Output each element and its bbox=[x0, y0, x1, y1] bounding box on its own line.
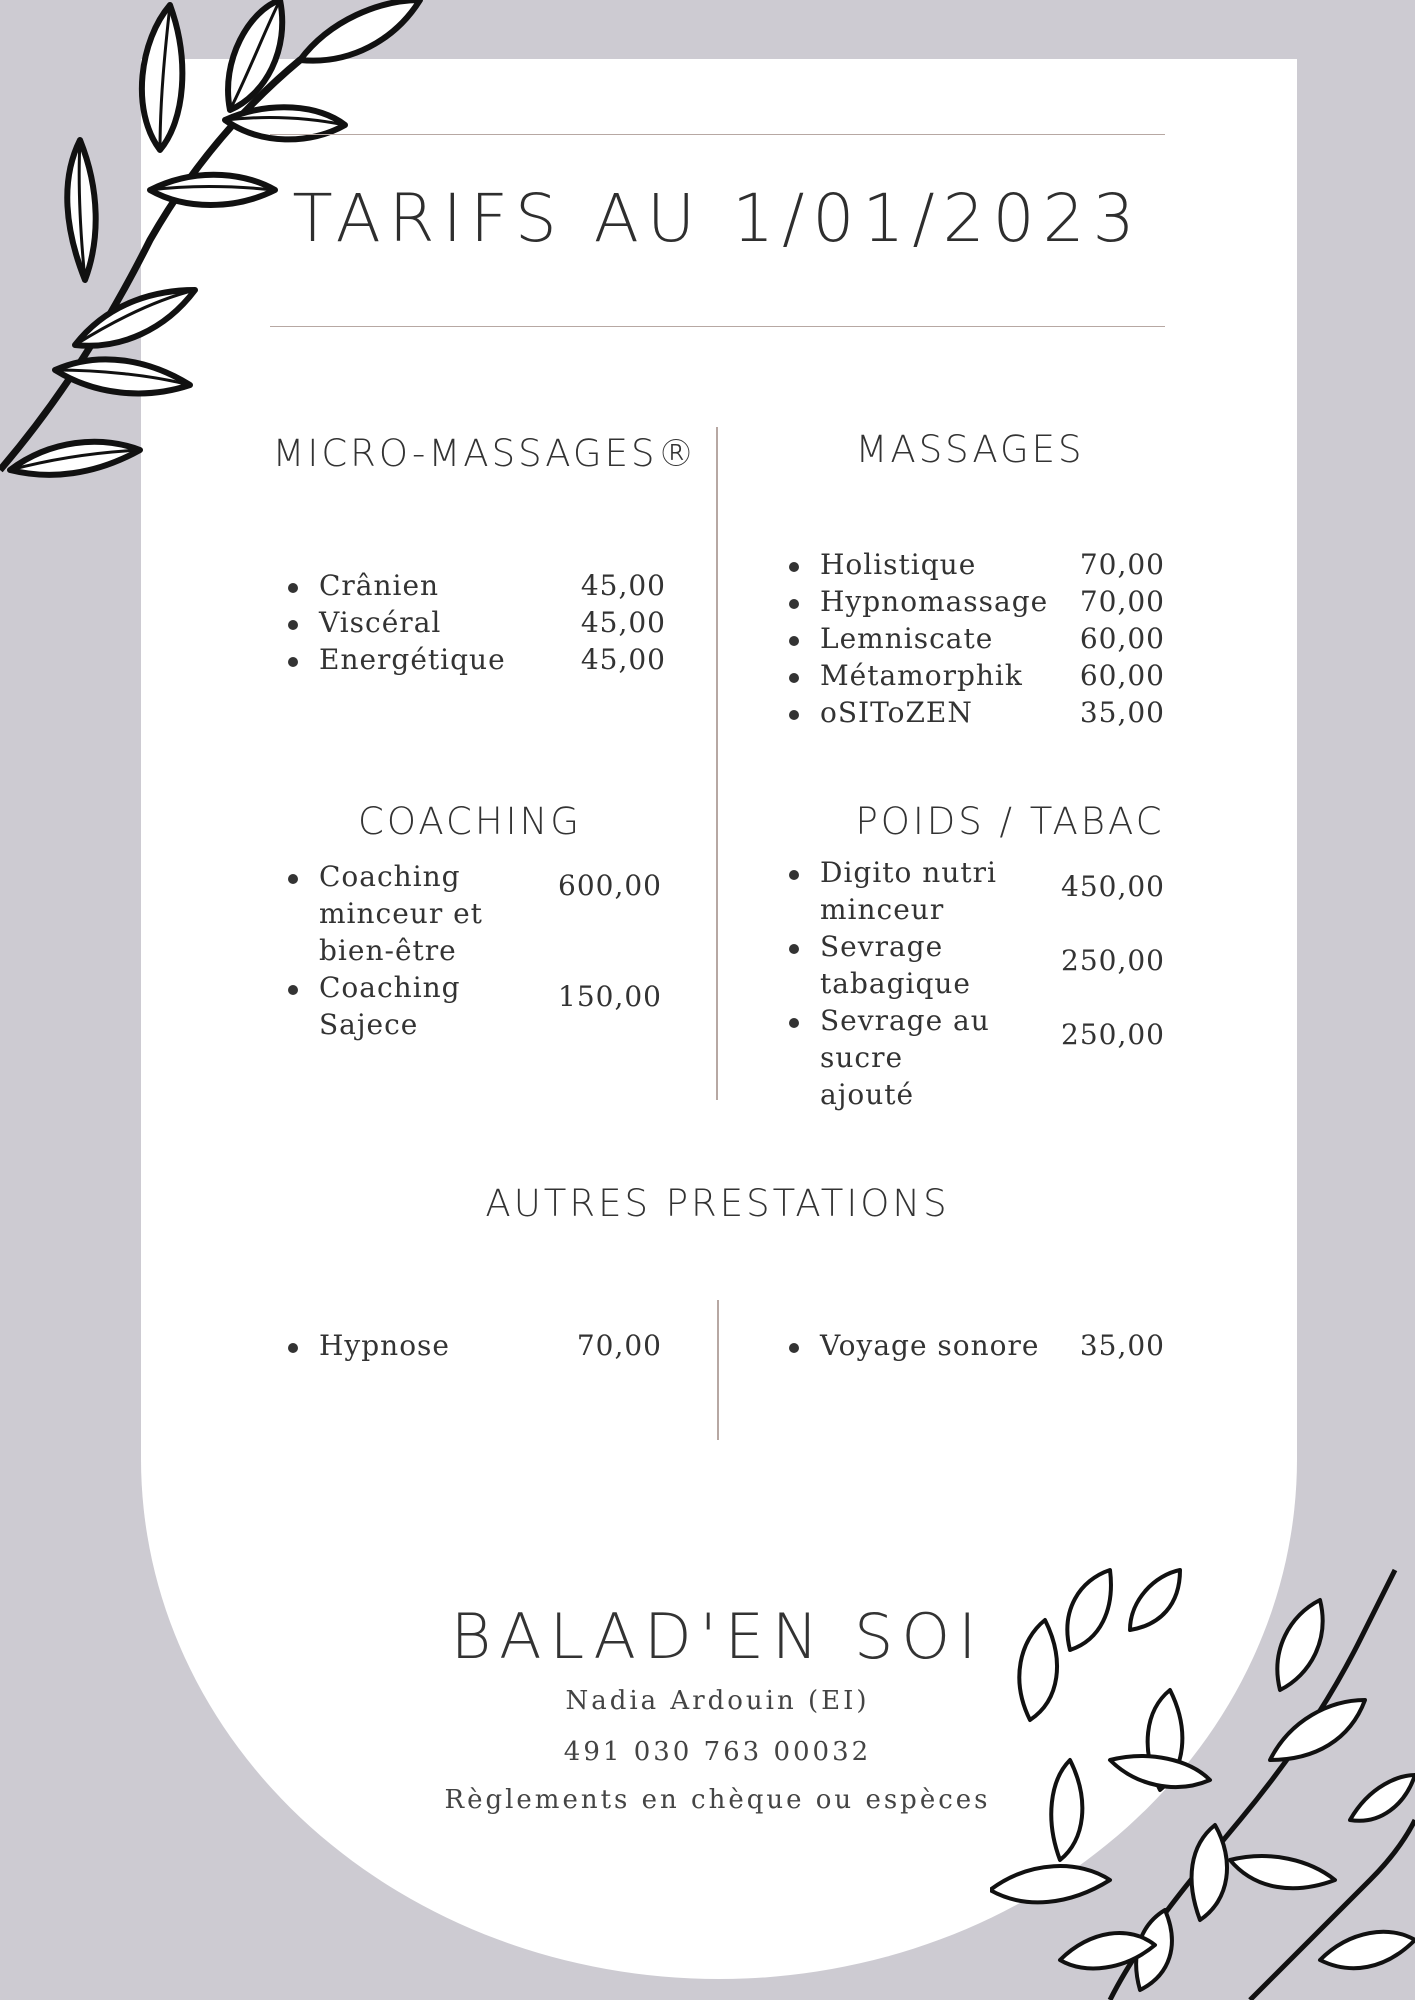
bullet-icon bbox=[288, 657, 298, 667]
list-item: Viscéral 45,00 bbox=[319, 604, 666, 641]
list-item: Hypnomassage 70,00 bbox=[820, 583, 1165, 620]
section-title-massages: MASSAGES bbox=[855, 428, 1085, 471]
list-item: Energétique 45,00 bbox=[319, 641, 666, 678]
bullet-icon bbox=[789, 1018, 799, 1028]
autres-list-left bbox=[319, 1327, 662, 1364]
section-title-poids-tabac: POIDS / TABAC bbox=[855, 800, 1165, 843]
list-item: Crânien 45,00 bbox=[319, 567, 666, 604]
brand-name: BALAD'EN SOI bbox=[450, 1600, 985, 1673]
bullet-icon bbox=[288, 1343, 298, 1353]
bullet-icon bbox=[288, 874, 298, 884]
list-item: Voyage sonore 35,00 bbox=[820, 1327, 1165, 1364]
bullet-icon bbox=[288, 985, 298, 995]
section-title-autres-prestations: AUTRES PRESTATIONS bbox=[485, 1182, 950, 1225]
section-title-micro-massages: MICRO-MASSAGES® bbox=[272, 432, 698, 475]
payment-info: Règlements en chèque ou espèces bbox=[444, 1785, 991, 1815]
siret-number: 491 030 763 00032 bbox=[563, 1737, 872, 1767]
list-item: Lemniscate 60,00 bbox=[820, 620, 1165, 657]
bullet-icon bbox=[789, 870, 799, 880]
list-item: Digito nutri minceur 450,00 bbox=[820, 854, 1165, 928]
autres-list-right bbox=[820, 1327, 1165, 1364]
list-item: Métamorphik 60,00 bbox=[820, 657, 1165, 694]
poids-tabac-list bbox=[820, 854, 1165, 1113]
page-title: TARIFS AU 1/01/2023 bbox=[292, 180, 1143, 257]
micro-massages-list bbox=[319, 567, 666, 678]
section-title-coaching: COACHING bbox=[358, 800, 582, 843]
title-rule-bottom bbox=[270, 326, 1165, 327]
bullet-icon bbox=[789, 673, 799, 683]
list-item: Coaching Sajece 150,00 bbox=[319, 969, 662, 1043]
leaf-branch-bottom-right-icon bbox=[990, 1560, 1415, 2000]
bullet-icon bbox=[789, 562, 799, 572]
bullet-icon bbox=[288, 583, 298, 593]
list-item: Sevrage tabagique 250,00 bbox=[820, 928, 1165, 1002]
column-divider-bottom bbox=[717, 1300, 719, 1440]
column-divider-top bbox=[716, 427, 718, 1100]
bullet-icon bbox=[789, 944, 799, 954]
list-item: Sevrage au sucre ajouté 250,00 bbox=[820, 1002, 1165, 1113]
bullet-icon bbox=[789, 636, 799, 646]
bullet-icon bbox=[789, 710, 799, 720]
list-item: oSIToZEN 35,00 bbox=[820, 694, 1165, 731]
bullet-icon bbox=[288, 620, 298, 630]
coaching-list bbox=[319, 858, 662, 1043]
bullet-icon bbox=[789, 599, 799, 609]
list-item: Coaching minceur et bien-être 600,00 bbox=[319, 858, 662, 969]
title-rule-top bbox=[270, 134, 1165, 135]
list-item: Hypnose 70,00 bbox=[319, 1327, 662, 1364]
owner-name: Nadia Ardouin (EI) bbox=[565, 1686, 870, 1716]
bullet-icon bbox=[789, 1343, 799, 1353]
massages-list bbox=[820, 546, 1165, 731]
list-item: Holistique 70,00 bbox=[820, 546, 1165, 583]
